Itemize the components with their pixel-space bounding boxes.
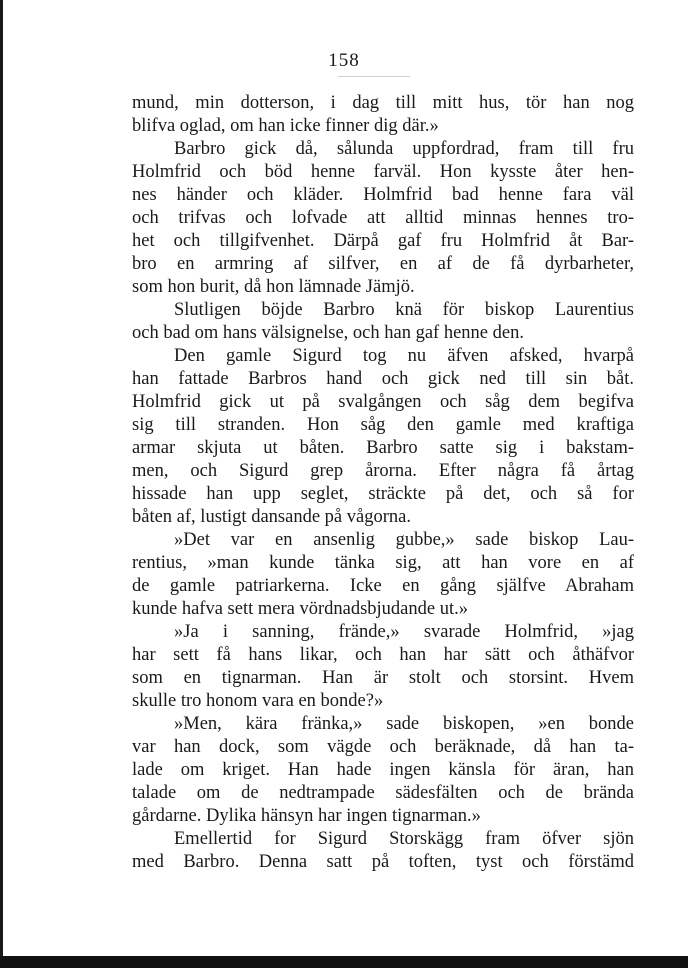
page-number: 158 <box>328 50 360 71</box>
text-line: Emellertid for Sigurd Storskägg fram öfver sjön <box>174 829 634 849</box>
text-line: hissade han upp seglet, sträckte på det, och så for <box>132 484 634 504</box>
body-text <box>132 92 634 874</box>
page-bottom-edge-shadow <box>0 956 688 968</box>
page-left-edge-shadow <box>0 0 3 968</box>
text-line: armar skjuta ut båten. Barbro satte sig i bakstam- <box>132 438 634 458</box>
text-line: sig till stranden. Hon såg den gamle med kraftiga <box>132 415 634 435</box>
text-line: Holmfrid gick ut på svalgången och såg dem begifva <box>132 392 634 412</box>
text-line: som hon burit, då hon lämnade Jämjö. <box>132 277 415 297</box>
text-line: bro en armring af silfver, en af de få dyrbarheter, <box>132 254 634 274</box>
text-line: rentius, »man kunde tänka sig, att han vore en af <box>132 553 634 573</box>
text-line: het och tillgifvenhet. Därpå gaf fru Holmfrid åt Bar- <box>132 231 634 251</box>
text-line: talade om de nedtrampade sädesfälten och de brända <box>132 783 634 803</box>
text-line: gårdarne. Dylika hänsyn har ingen tignarman.» <box>132 806 481 826</box>
page-number-rule <box>338 76 410 77</box>
text-line: Holmfrid och böd henne farväl. Hon kysste åter hen- <box>132 162 634 182</box>
text-line: de gamle patriarkerna. Icke en gång själfve Abraham <box>132 576 634 596</box>
text-line: med Barbro. Denna satt på toften, tyst och förstämd <box>132 852 634 872</box>
text-line: Barbro gick då, sålunda uppfordrad, fram till fru <box>174 139 634 159</box>
text-line: och bad om hans välsignelse, och han gaf henne den. <box>132 323 524 343</box>
text-line: mund, min dotterson, i dag till mitt hus, tör han nog <box>132 93 634 113</box>
text-line: och trifvas och lofvade att alltid minnas hennes tro- <box>132 208 634 228</box>
text-line: blifva oglad, om han icke finner dig där.» <box>132 116 439 136</box>
text-line: kunde hafva sett mera vördnadsbjudande ut.» <box>132 599 468 619</box>
text-line: var han dock, som vägde och beräknade, då han ta- <box>132 737 634 757</box>
text-line: skulle tro honom vara en bonde?» <box>132 691 384 711</box>
text-line: som en tignarman. Han är stolt och storsint. Hvem <box>132 668 634 688</box>
text-line: men, och Sigurd grep årorna. Efter några få årtag <box>132 461 634 481</box>
text-line: »Ja i sanning, frände,» svarade Holmfrid, »jag <box>174 622 634 642</box>
text-line: har sett få hans likar, och han har sätt och åthäfvor <box>132 645 634 665</box>
text-line: lade om kriget. Han hade ingen känsla för äran, han <box>132 760 634 780</box>
text-line: Slutligen böjde Barbro knä för biskop Laurentius <box>174 300 634 320</box>
text-line: båten af, lustigt dansande på vågorna. <box>132 507 411 527</box>
text-line: »Det var en ansenlig gubbe,» sade biskop Lau- <box>174 530 634 550</box>
text-line: Den gamle Sigurd tog nu äfven afsked, hvarpå <box>174 346 634 366</box>
text-line: nes händer och kläder. Holmfrid bad henne fara väl <box>132 185 634 205</box>
text-line: »Men, kära fränka,» sade biskopen, »en bonde <box>174 714 634 734</box>
text-line: han fattade Barbros hand och gick ned till sin båt. <box>132 369 634 389</box>
